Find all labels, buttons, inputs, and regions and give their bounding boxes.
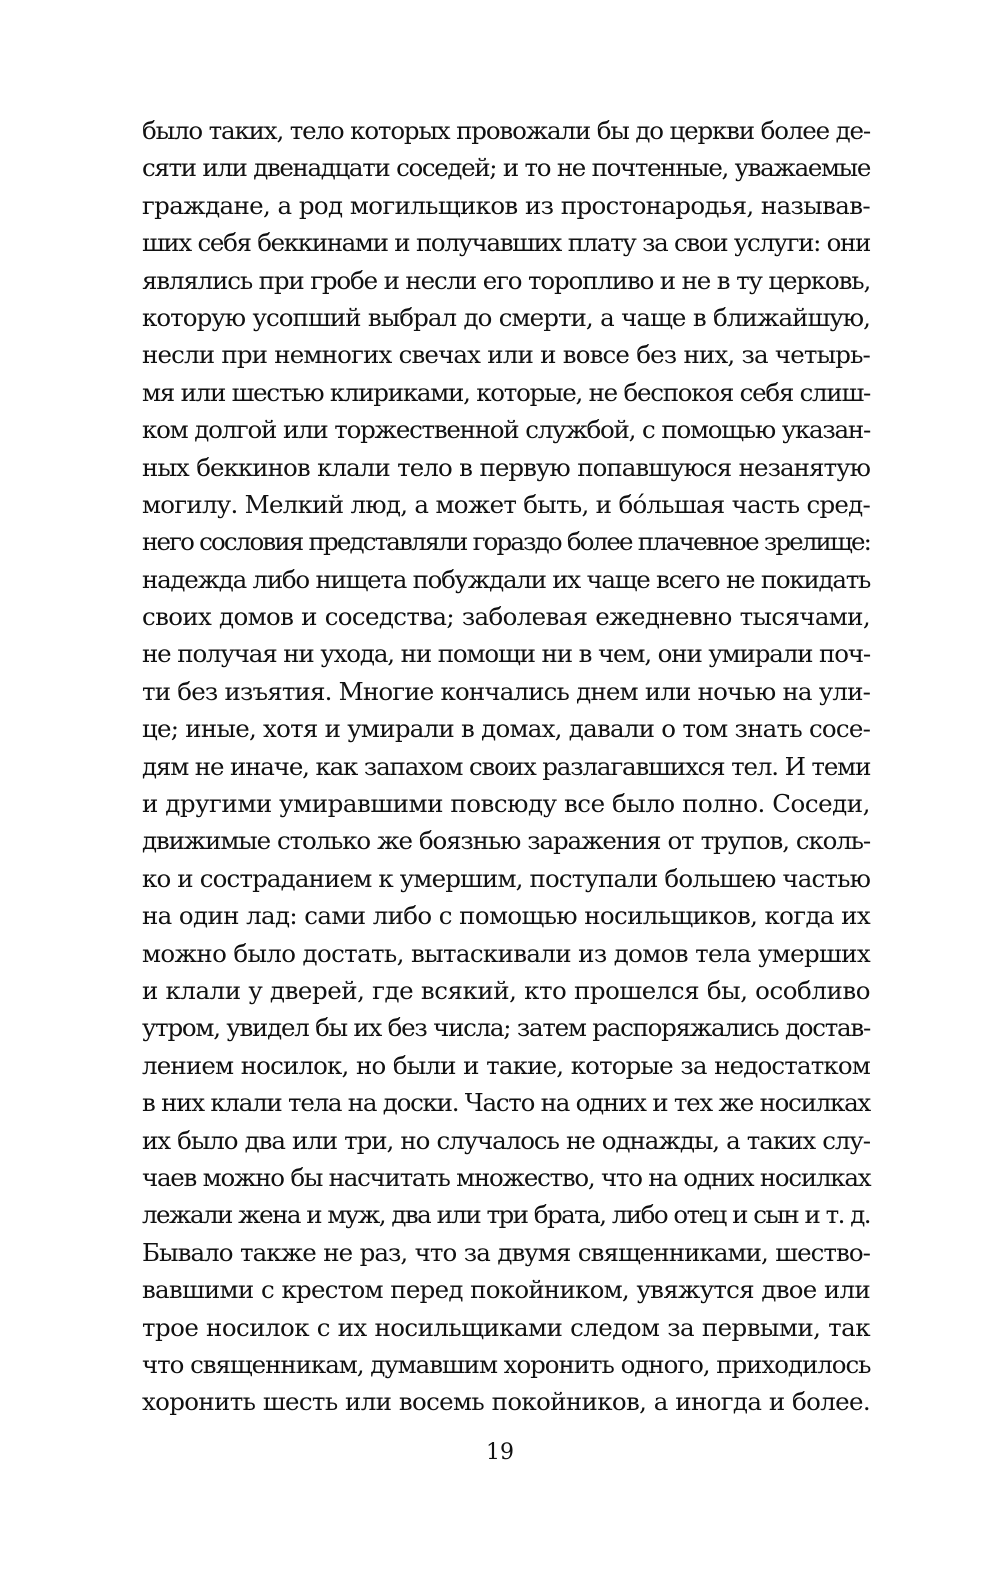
text-line: чаев можно бы насчитать множество, что на одних носилках xyxy=(142,1162,871,1192)
text-line: можно было достать, вытаскивали из домов тела умерших xyxy=(142,938,870,968)
text-line: не получая ни ухода, ни помощи ни в чем, они умирали поч- xyxy=(142,639,870,669)
text-line: являлись при гробе и несли его торопливо и не в ту церковь, xyxy=(142,265,871,295)
text-line: в них клали тела на доски. Часто на одних и тех же носилках xyxy=(142,1088,870,1118)
text-line: и другими умиравшими повсюду все было полно. Соседи, xyxy=(142,789,870,819)
text-line: на один лад: сами либо с помощью носильщиков, когда их xyxy=(142,901,870,931)
text-line: ком долгой или торжественной службой, с помощью указан- xyxy=(142,415,870,445)
text-line: было таких, тело которых провожали бы до церкви более де- xyxy=(142,116,870,145)
text-line: ших себя беккинами и получавших плату за свои услуги: они xyxy=(142,228,870,258)
text-line: дям не иначе, как запахом своих разлагавшихся тел. И теми xyxy=(142,751,871,781)
text-line: движимые столько же боязнью заражения от трупов, сколь- xyxy=(142,826,870,856)
page-number: 19 xyxy=(486,1440,514,1465)
text-line: граждане, а род могильщиков из простонародья, называв- xyxy=(142,190,870,220)
text-line: своих домов и соседства; заболевая ежедневно тысячами, xyxy=(142,602,870,632)
text-line: ти без изъятия. Многие кончались днем или ночью на ули- xyxy=(142,676,870,706)
text-line: трое носилок с их носильщиками следом за первыми, так xyxy=(142,1312,870,1342)
text-line: и клали у дверей, где всякий, кто прошелся бы, особливо xyxy=(142,975,870,1005)
text-line: Бывало также не раз, что за двумя священниками, шество- xyxy=(142,1237,870,1267)
text-line: сяти или двенадцати соседей; и то не почтенные, уважаемые xyxy=(142,153,870,183)
text-line: лением носилок, но были и такие, которые за недостатком xyxy=(142,1050,870,1080)
text-line: хоронить шесть или восемь покойников, а иногда и более. xyxy=(142,1387,870,1417)
text-line: могилу. Мелкий люд, а может быть, и бóльшая часть сред- xyxy=(142,489,870,519)
text-line: утром, увидел бы их без числа; затем распоряжались достав- xyxy=(142,1013,870,1043)
body-text xyxy=(142,112,870,1421)
text-line: вавшими с крестом перед покойником, увяжутся двое или xyxy=(142,1275,870,1305)
text-line: ко и состраданием к умершим, поступали большею частью xyxy=(142,863,871,893)
text-line: лежали жена и муж, два или три брата, либо отец и сын и т. д. xyxy=(142,1200,870,1230)
text-line: це; иные, хотя и умирали в домах, давали о том знать сосе- xyxy=(142,714,871,744)
text-line: него сословия представляли гораздо более плачевное зрелище: xyxy=(142,527,870,557)
text-line: несли при немногих свечах или и вовсе без них, за четырь- xyxy=(142,340,870,370)
text-line: что священникам, думавшим хоронить одного, приходилось xyxy=(142,1349,871,1379)
text-line: надежда либо нищета побуждали их чаще всего не покидать xyxy=(142,564,871,594)
text-line: их было два или три, но случалось не однажды, а таких слу- xyxy=(142,1125,870,1155)
text-line: которую усопший выбрал до смерти, а чаще в ближайшую, xyxy=(142,302,870,332)
text-line: ных беккинов клали тело в первую попавшуюся незанятую xyxy=(142,452,870,482)
text-line: мя или шестью клириками, которые, не беспокоя себя слиш- xyxy=(142,377,870,407)
